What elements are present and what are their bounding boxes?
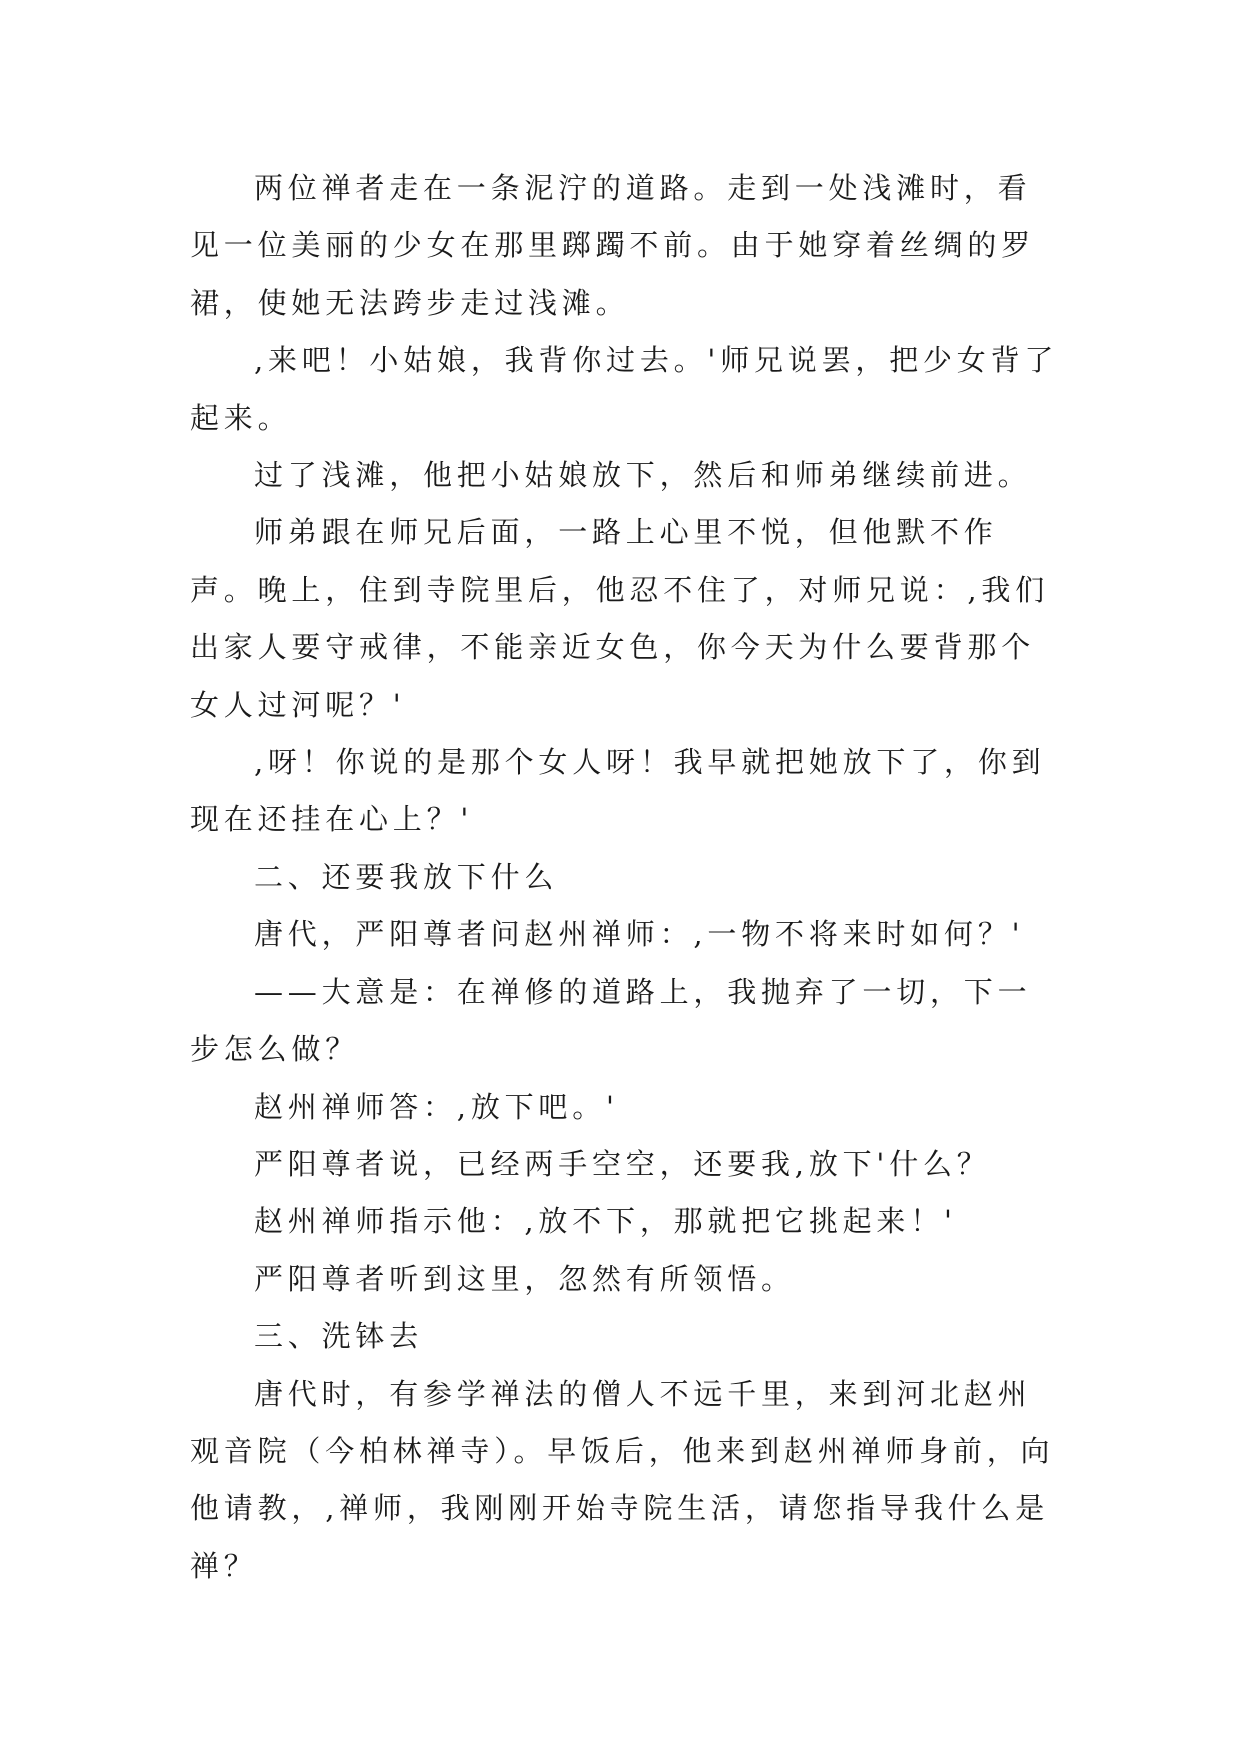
section-heading: 三、洗钵去 [254,1319,424,1354]
paragraph: ,呀！你说的是那个女人呀！我早就把她放下了，你到现在还挂在心上？' [190,745,1046,837]
paragraph: 唐代，严阳尊者问赵州禅师：,一物不将来时如何？' [254,917,1025,952]
paragraph: ,来吧！小姑娘，我背你过去。'师兄说罢，把少女背了起来。 [190,343,1059,435]
paragraph: 两位禅者走在一条泥泞的道路。走到一处浅滩时，看见一位美丽的少女在那里踯躅不前。由于她穿着丝绸的罗裙，使她无法跨步走过浅滩。 [190,171,1036,320]
document-body [190,160,1060,1595]
paragraph: 严阳尊者说，已经两手空空，还要我,放下'什么？ [254,1146,991,1181]
section-heading: 二、还要我放下什么 [254,859,559,894]
paragraph: 赵州禅师指示他：,放不下，那就把它挑起来！' [254,1204,957,1239]
paragraph: ——大意是：在禅修的道路上，我抛弃了一切，下一步怎么做？ [190,974,1032,1067]
paragraph: 过了浅滩，他把小姑娘放下，然后和师弟继续前进。 [254,458,1032,493]
paragraph: 师弟跟在师兄后面，一路上心里不悦，但他默不作声。晚上，住到寺院里后，他忍不住了，对师兄说：,我们出家人要守戒律，不能亲近女色，你今天为什么要背那个女人过河呢？' [190,515,1050,722]
paragraph: 赵州禅师答：,放下吧。' [254,1089,619,1124]
paragraph: 唐代时，有参学禅法的僧人不远千里，来到河北赵州观音院（今柏林禅寺）。早饭后，他来到赵州禅师身前，向他请教，,禅师，我刚刚开始寺院生活，请您指导我什么是禅？ [190,1376,1055,1583]
paragraph: 严阳尊者听到这里，忽然有所领悟。 [254,1261,795,1296]
